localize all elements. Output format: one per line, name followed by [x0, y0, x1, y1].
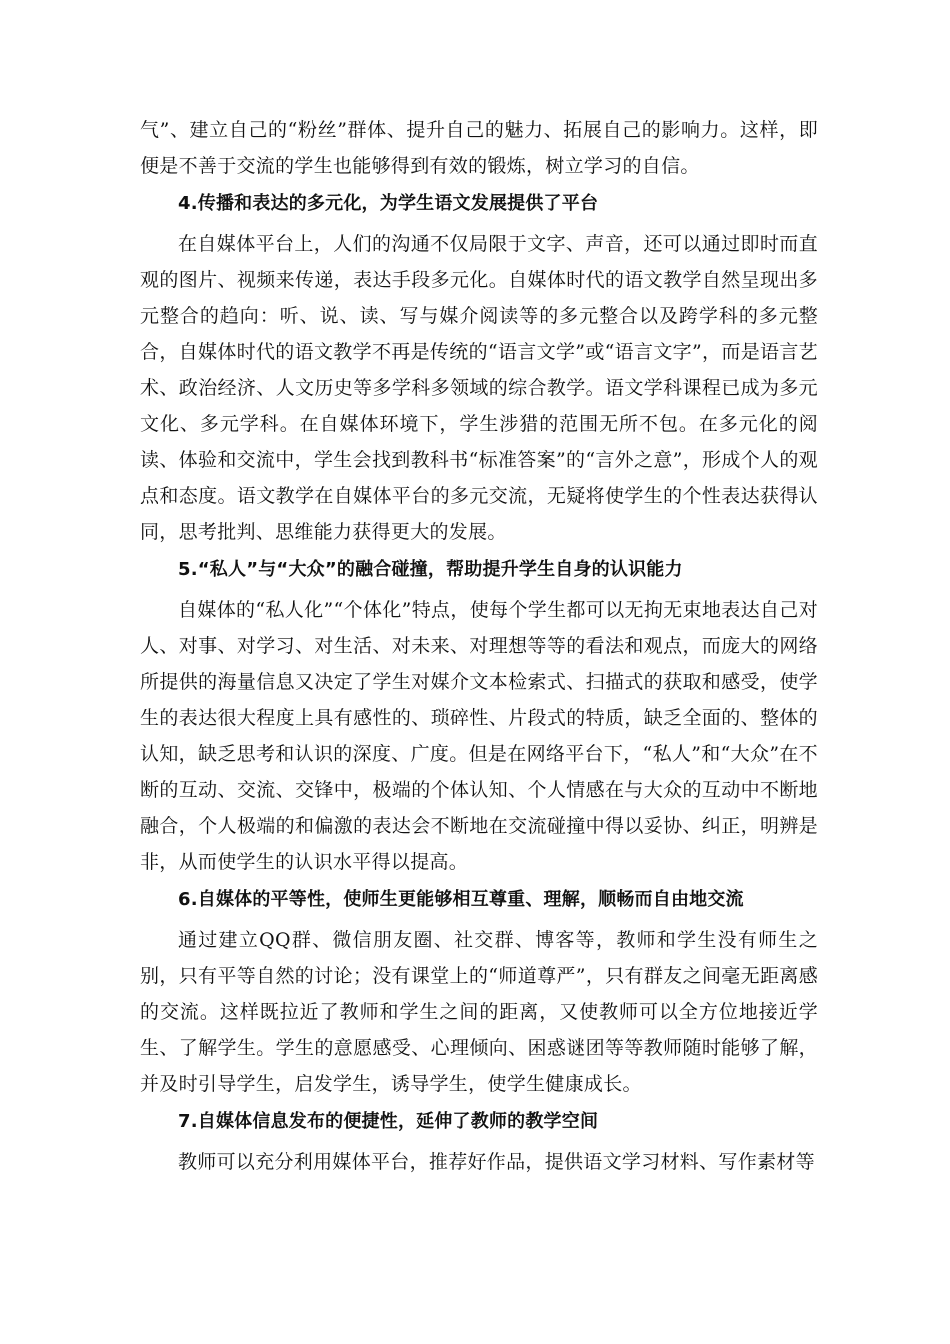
section-paragraph-7: 教师可以充分利用媒体平台，推荐好作品，提供语文学习材料、写作素材等	[178, 1151, 815, 1173]
section-heading-5: 5.“私人”与“大众”的融合碰撞，帮助提升学生自身的认识能力	[178, 559, 683, 580]
section-heading-7: 7.自媒体信息发布的便捷性，延伸了教师的教学空间	[178, 1111, 599, 1132]
document-body	[140, 112, 818, 1180]
intro-paragraph: 气”、建立自己的“粉丝”群体、提升自己的魅力、拓展自己的影响力。这样，即便是不善于交流的学生也能够得到有效的锻炼，树立学习的自信。	[140, 119, 818, 177]
section-heading-6: 6.自媒体的平等性，使师生更能够相互尊重、理解，顺畅而自由地交流	[178, 889, 744, 910]
section-paragraph-5: 自媒体的“私人化”“个体化”特点，使每个学生都可以无拘无束地表达自己对人、对事、对学习、对生活、对未来、对理想等等的看法和观点，而庞大的网络所提供的海量信息又决定了学生对媒介文本检索式、扫描式的获取和感受，使学生的表达很大程度上具有感性的、琐碎性、片段式的特质，缺乏全面的、整体的认知，缺乏思考和认识的深度、广度。但是在网络平台下，“私人”和“大众”在不断的互动、交流、交锋中，极端的个体认知、个人情感在与大众的互动中不断地融合，个人极端的和偏激的表达会不断地在交流碰撞中得以妥协、纠正，明辨是非，从而使学生的认识水平得以提高。	[140, 599, 818, 873]
section-paragraph-6: 通过建立QQ群、微信朋友圈、社交群、博客等，教师和学生没有师生之别，只有平等自然的讨论；没有课堂上的“师道尊严”，只有群友之间毫无距离感的交流。这样既拉近了教师和学生之间的距离，又使教师可以全方位地接近学生、了解学生。学生的意愿感受、心理倾向、困惑谜团等等教师随时能够了解，并及时引导学生，启发学生，诱导学生，使学生健康成长。	[140, 929, 818, 1095]
section-heading-4: 4.传播和表达的多元化，为学生语文发展提供了平台	[178, 193, 599, 214]
section-paragraph-4: 在自媒体平台上，人们的沟通不仅局限于文字、声音，还可以通过即时而直观的图片、视频来传递，表达手段多元化。自媒体时代的语文教学自然呈现出多元整合的趋向：听、说、读、写与媒介阅读等的多元整合以及跨学科的多元整合，自媒体时代的语文教学不再是传统的“语言文学”或“语言文字”，而是语言艺术、政治经济、人文历史等多学科多领域的综合教学。语文学科课程已成为多元文化、多元学科。在自媒体环境下，学生涉猎的范围无所不包。在多元化的阅读、体验和交流中，学生会找到教科书“标准答案”的“言外之意”，形成个人的观点和态度。语文教学在自媒体平台的多元交流，无疑将使学生的个性表达获得认同，思考批判、思维能力获得更大的发展。	[140, 233, 818, 543]
